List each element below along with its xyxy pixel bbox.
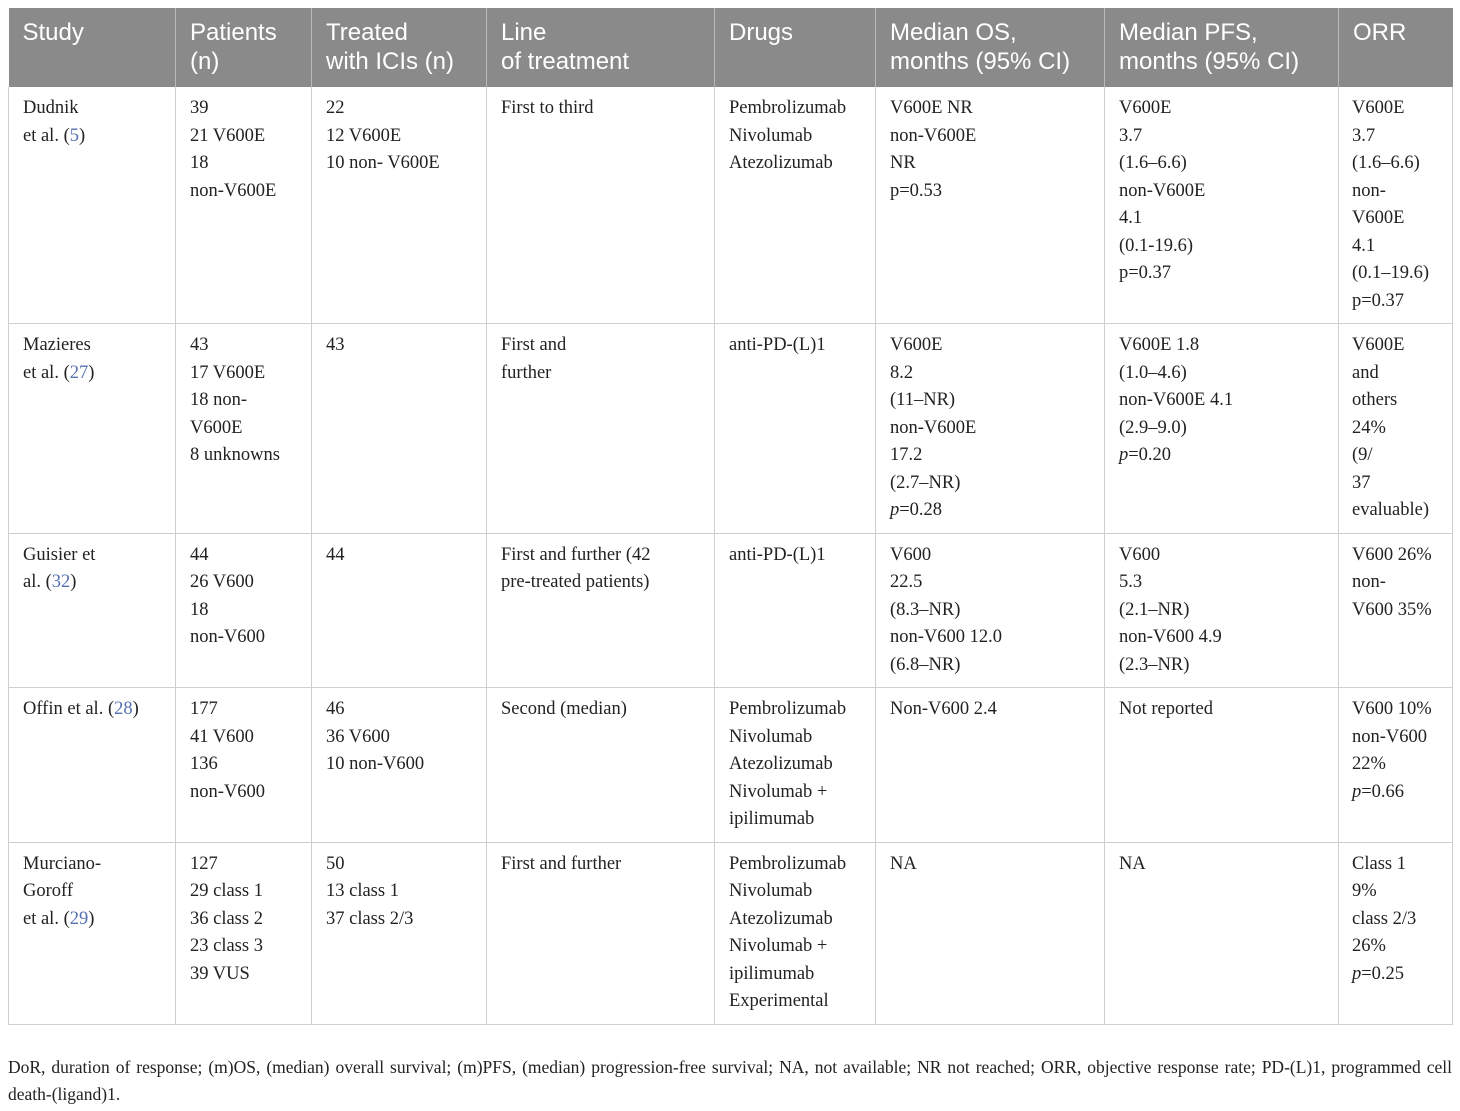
cell-line: p=0.25 xyxy=(1352,963,1405,984)
cell-study xyxy=(9,324,176,534)
cell-line: et al. (27) xyxy=(23,362,95,383)
column-header-treated: Treated with ICIs (n) xyxy=(312,8,487,87)
cell-line: Pembrolizumab xyxy=(729,699,847,719)
cell-line xyxy=(487,324,715,534)
cell-line: V600E xyxy=(1119,98,1172,118)
cell-line: 44 xyxy=(326,544,345,565)
cell-line: Nivolumab xyxy=(729,881,813,901)
cell-line: Not reported xyxy=(1119,699,1214,719)
cell-line: 26 V600 xyxy=(190,572,254,592)
cell-line: (8.3–NR) xyxy=(890,599,961,620)
cell-line: Experimental xyxy=(729,991,829,1011)
cell-line: pre-treated patients) xyxy=(501,572,650,592)
cell-line: p=0.28 xyxy=(890,500,943,520)
cell-line: (1.6–6.6) xyxy=(1352,153,1420,173)
cell-line: V600E xyxy=(1352,208,1405,228)
cell-line: p=0.53 xyxy=(890,180,943,201)
reference-link[interactable]: 32 xyxy=(51,572,71,592)
cell-line: First and further (42 xyxy=(501,544,651,565)
cell-line: 17 V600E xyxy=(190,362,266,383)
cell-os xyxy=(876,688,1105,843)
table-row xyxy=(9,842,1453,1024)
cell-line: 4.1 xyxy=(1352,235,1376,256)
column-header-drugs: Drugs xyxy=(715,8,876,87)
cell-line: others xyxy=(1352,390,1398,410)
cell-line: 50 xyxy=(326,853,345,874)
cell-line: 12 V600E xyxy=(326,125,402,146)
cell-pfs xyxy=(1105,842,1339,1024)
cell-pfs xyxy=(1105,688,1339,843)
cell-line: V600E NR xyxy=(890,98,973,118)
cell-line: non- xyxy=(1352,180,1386,201)
cell-study xyxy=(9,842,176,1024)
reference-link[interactable]: 5 xyxy=(69,125,79,146)
cell-line: 10 non- V600E xyxy=(326,153,440,173)
cell-line: (2.3–NR) xyxy=(1119,654,1190,675)
cell-line: NR xyxy=(890,153,916,173)
cell-line: 10 non-V600 xyxy=(326,754,425,774)
cell-orr xyxy=(1339,842,1453,1024)
cell-line: (9/ xyxy=(1352,445,1373,465)
cell-pfs xyxy=(1105,87,1339,324)
cell-line: (2.7–NR) xyxy=(890,472,961,493)
cell-line: 22% xyxy=(1352,754,1386,774)
cell-line: et al. (29) xyxy=(23,908,95,929)
cell-line: 13 class 1 xyxy=(326,881,399,901)
cell-line: 18 non- xyxy=(190,390,248,410)
cell-line: 41 V600 xyxy=(190,726,254,747)
cell-line: further xyxy=(501,362,552,383)
cell-os xyxy=(876,533,1105,688)
cell-study xyxy=(9,87,176,324)
cell-line: class 2/3 xyxy=(1352,908,1417,929)
cell-line: (11–NR) xyxy=(890,390,956,410)
cell-line: 3.7 xyxy=(1352,125,1376,146)
cell-line: 22.5 xyxy=(890,572,923,592)
cell-line: 36 class 2 xyxy=(190,908,263,929)
cell-line: 9% xyxy=(1352,881,1377,901)
cell-line: anti-PD-(L)1 xyxy=(729,335,826,355)
cell-patients xyxy=(176,842,312,1024)
cell-line: evaluable) xyxy=(1352,500,1430,520)
cell-line: et al. (5) xyxy=(23,125,86,146)
table-row xyxy=(9,533,1453,688)
cell-line: 39 VUS xyxy=(190,963,250,984)
cell-line: non-V600 12.0 xyxy=(890,627,1003,647)
cell-line: p=0.37 xyxy=(1119,263,1172,283)
cell-line: (0.1–19.6) xyxy=(1352,263,1430,283)
column-header-patients: Patients (n) xyxy=(176,8,312,87)
cell-line: 36 V600 xyxy=(326,726,390,747)
cell-pfs xyxy=(1105,533,1339,688)
column-header-study: Study xyxy=(9,8,176,87)
cell-line: 136 xyxy=(190,754,218,774)
cell-line: non-V600E xyxy=(890,125,977,146)
column-header-pfs: Median PFS, months (95% CI) xyxy=(1105,8,1339,87)
table-body xyxy=(9,87,1453,1024)
cell-line: p=0.37 xyxy=(1352,290,1405,311)
cell-line: non-V600E xyxy=(890,417,977,438)
cell-line: V600E 1.8 xyxy=(1119,335,1200,355)
cell-line: non-V600E xyxy=(190,180,277,201)
cell-treated xyxy=(312,324,487,534)
cell-line: non-V600 4.9 xyxy=(1119,627,1222,647)
cell-orr xyxy=(1339,87,1453,324)
cell-line: V600 xyxy=(1119,544,1161,565)
cell-line: 4.1 xyxy=(1119,208,1143,228)
cell-line: NA xyxy=(890,853,917,874)
cell-patients xyxy=(176,87,312,324)
table-container xyxy=(8,8,1452,1025)
cell-line: non-V600E xyxy=(1119,180,1206,201)
cell-line: 18 xyxy=(190,153,209,173)
cell-line xyxy=(487,842,715,1024)
cell-treated xyxy=(312,688,487,843)
cell-line: Mazieres xyxy=(23,335,91,355)
cell-line: 43 xyxy=(190,335,209,355)
cell-line: p=0.66 xyxy=(1352,781,1405,802)
cell-line: First and xyxy=(501,335,567,355)
cell-line: Second (median) xyxy=(501,699,627,719)
cell-orr xyxy=(1339,533,1453,688)
table-row xyxy=(9,688,1453,843)
cell-line: non-V600E 4.1 xyxy=(1119,390,1234,410)
cell-line: 18 xyxy=(190,599,209,620)
reference-link[interactable]: 27 xyxy=(69,362,89,383)
cell-line: 127 xyxy=(190,853,218,874)
cell-line: (6.8–NR) xyxy=(890,654,961,675)
cell-line: non- xyxy=(1352,572,1386,592)
cell-drugs xyxy=(715,324,876,534)
cell-line xyxy=(487,533,715,688)
cell-line: Atezolizumab xyxy=(729,754,833,774)
cell-line: 44 xyxy=(190,544,209,565)
cell-line: p=0.20 xyxy=(1119,445,1172,465)
cell-line: 46 xyxy=(326,699,345,719)
cell-line: V600E xyxy=(190,417,243,438)
cell-patients xyxy=(176,533,312,688)
cell-line: 177 xyxy=(190,699,218,719)
cell-orr xyxy=(1339,324,1453,534)
cell-line: 23 class 3 xyxy=(190,936,263,956)
cell-orr xyxy=(1339,688,1453,843)
table-row xyxy=(9,324,1453,534)
cell-line: Class 1 xyxy=(1352,853,1406,874)
cell-line: 37 xyxy=(1352,472,1371,493)
cell-os xyxy=(876,87,1105,324)
cell-line: Goroff xyxy=(23,881,74,901)
column-header-orr: ORR xyxy=(1339,8,1453,87)
cell-line: non-V600 xyxy=(190,627,266,647)
cell-line: Atezolizumab xyxy=(729,908,833,929)
reference-link[interactable]: 29 xyxy=(69,908,89,929)
cell-line: Nivolumab xyxy=(729,125,813,146)
cell-line: Nivolumab + xyxy=(729,781,828,802)
study-table xyxy=(8,8,1453,1025)
cell-line: 22 xyxy=(326,98,345,118)
cell-line: non-V600 xyxy=(190,781,266,802)
cell-line: (2.9–9.0) xyxy=(1119,417,1187,438)
cell-line: Offin et al. (28) xyxy=(23,699,139,719)
cell-line: 43 xyxy=(326,335,345,355)
cell-pfs xyxy=(1105,324,1339,534)
cell-patients xyxy=(176,324,312,534)
cell-line: 8 unknowns xyxy=(190,445,280,465)
cell-drugs xyxy=(715,842,876,1024)
cell-line: Atezolizumab xyxy=(729,153,833,173)
cell-treated xyxy=(312,842,487,1024)
cell-line: Non-V600 2.4 xyxy=(890,699,997,719)
cell-treated xyxy=(312,87,487,324)
cell-line: 26% xyxy=(1352,936,1386,956)
cell-line: Nivolumab xyxy=(729,726,813,747)
table-footnote: DoR, duration of response; (m)OS, (median) overall survival; (m)PFS, (median) progression-free survival; NA, not available; NR not reached; ORR, objective response rate; PD-(L)1, programmed cell death-(ligand)1. xyxy=(8,1057,1452,1104)
cell-line: 29 class 1 xyxy=(190,881,263,901)
cell-line: 21 V600E xyxy=(190,125,266,146)
cell-line: V600E xyxy=(1352,335,1405,355)
cell-line: (1.0–4.6) xyxy=(1119,362,1187,383)
cell-line xyxy=(487,87,715,324)
cell-line: 37 class 2/3 xyxy=(326,908,414,929)
cell-line: V600 35% xyxy=(1352,599,1432,620)
cell-line: Dudnik xyxy=(23,98,79,118)
column-header-os: Median OS, months (95% CI) xyxy=(876,8,1105,87)
cell-line: anti-PD-(L)1 xyxy=(729,544,826,565)
cell-line: First and further xyxy=(501,853,622,874)
cell-line: 3.7 xyxy=(1119,125,1143,146)
cell-line: 8.2 xyxy=(890,362,914,383)
cell-line: V600 xyxy=(890,544,932,565)
cell-line: V600E xyxy=(890,335,943,355)
cell-os xyxy=(876,842,1105,1024)
cell-line: V600E xyxy=(1352,98,1405,118)
cell-line: non-V600 xyxy=(1352,726,1428,747)
table-header-row xyxy=(9,8,1453,87)
table-row xyxy=(9,87,1453,324)
cell-line: al. (32) xyxy=(23,572,77,592)
cell-patients xyxy=(176,688,312,843)
cell-line: Nivolumab + xyxy=(729,936,828,956)
cell-line: V600 26% xyxy=(1352,544,1432,565)
cell-study xyxy=(9,533,176,688)
cell-line: NA xyxy=(1119,853,1146,874)
cell-study xyxy=(9,688,176,843)
cell-drugs xyxy=(715,688,876,843)
cell-line: Murciano- xyxy=(23,853,102,874)
cell-line: (1.6–6.6) xyxy=(1119,153,1187,173)
cell-line: Guisier et xyxy=(23,544,96,565)
cell-line: First to third xyxy=(501,98,594,118)
cell-drugs xyxy=(715,533,876,688)
cell-line: and xyxy=(1352,362,1379,383)
cell-line xyxy=(487,688,715,843)
cell-drugs xyxy=(715,87,876,324)
cell-line: 39 xyxy=(190,98,209,118)
cell-line: (0.1-19.6) xyxy=(1119,235,1193,256)
cell-line: Pembrolizumab xyxy=(729,853,847,874)
cell-line: ipilimumab xyxy=(729,809,815,829)
cell-line: 5.3 xyxy=(1119,572,1143,592)
cell-line: (2.1–NR) xyxy=(1119,599,1190,620)
cell-line: 17.2 xyxy=(890,445,923,465)
cell-line: V600 10% xyxy=(1352,699,1432,719)
cell-line: 24% xyxy=(1352,417,1386,438)
cell-treated xyxy=(312,533,487,688)
cell-line: ipilimumab xyxy=(729,963,815,984)
reference-link[interactable]: 28 xyxy=(114,699,133,719)
column-header-line: Line of treatment xyxy=(487,8,715,87)
cell-os xyxy=(876,324,1105,534)
cell-line: Pembrolizumab xyxy=(729,98,847,118)
